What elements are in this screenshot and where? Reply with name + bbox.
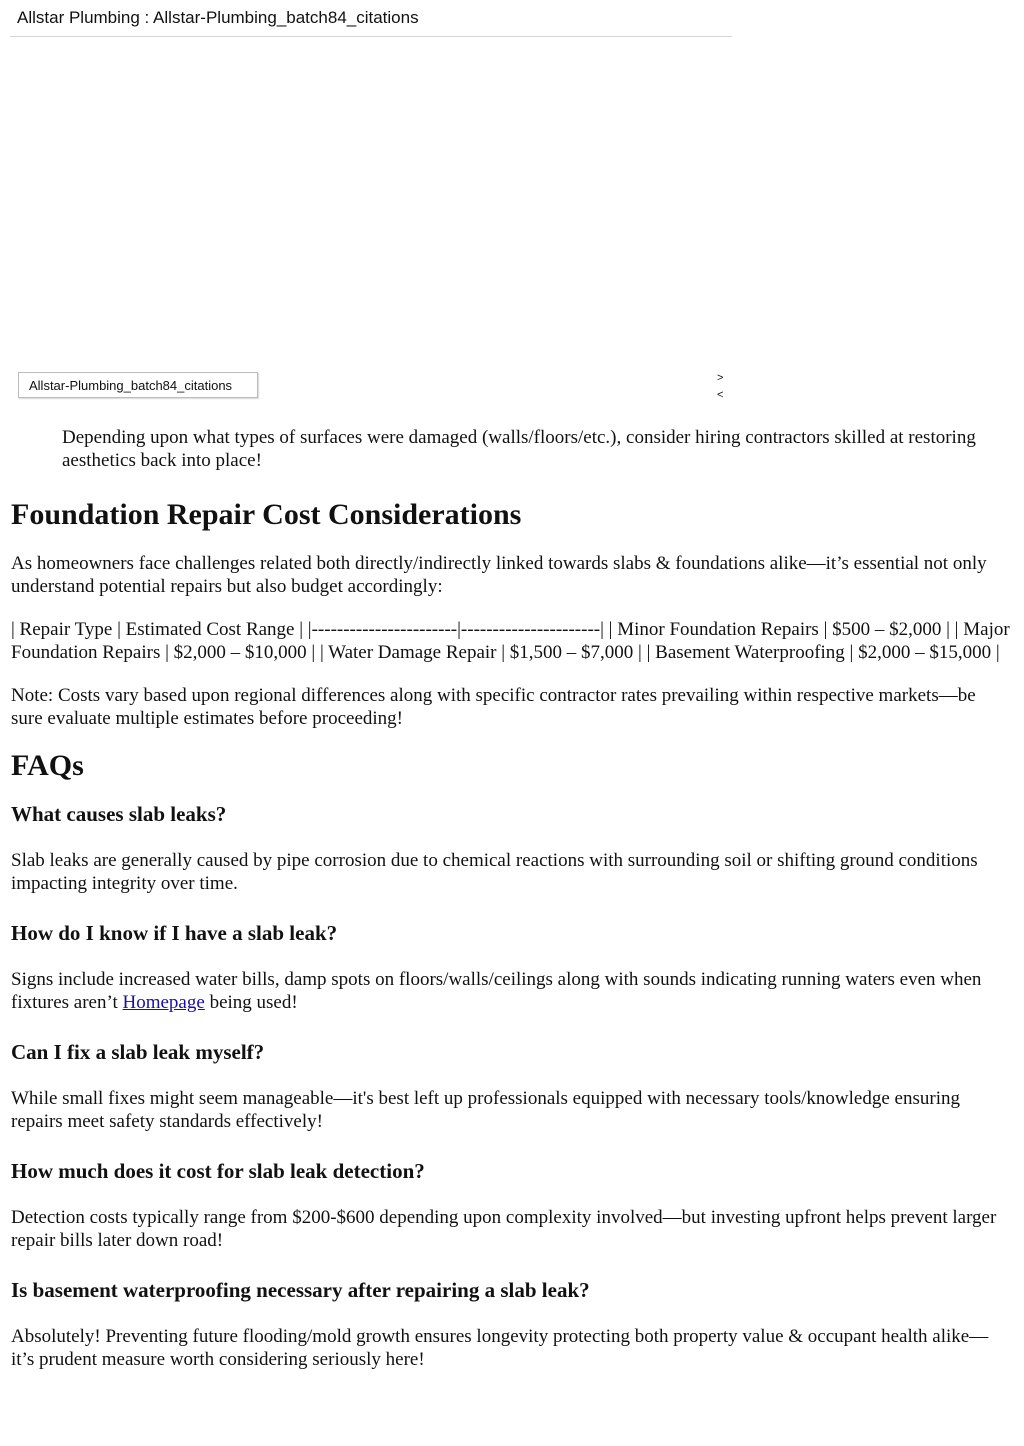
- faq-answer-text: being used!: [204, 992, 298, 1013]
- document-selector[interactable]: Allstar-Plumbing_batch84_citations: [18, 372, 258, 398]
- cost-note: Note: Costs vary based upon regional differences along with specific contractor rates prevailing within respective markets—be sure evaluate multiple estimates before proceeding!: [11, 685, 976, 729]
- faq-answer: Slab leaks are generally caused by pipe corrosion due to chemical reactions with surrounding soil or shifting ground conditions impacting integrity over time.: [11, 850, 978, 894]
- faq-question: What causes slab leaks?: [11, 802, 227, 826]
- cost-heading: Foundation Repair Cost Considerations: [11, 498, 522, 531]
- cost-table-text: | Repair Type | Estimated Cost Range | |-----------------------|----------------------| | Minor Foundation Repairs | $500 – $2,000 | | Major Foundation Repairs | $2,000 – $10,000 | | Water Damage Repair | $1,500 – $7,000 | | Basement Waterproofing | $2,000 – $15,000 |: [11, 619, 1010, 663]
- article-content: [11, 426, 1011, 1371]
- faq-answer: [11, 968, 1011, 1014]
- faq-answer: Absolutely! Preventing future flooding/mold growth ensures longevity protecting both property value & occupant health alike—it’s prudent measure worth considering seriously here!: [11, 1326, 989, 1370]
- faq-question: Is basement waterproofing necessary after repairing a slab leak?: [11, 1278, 590, 1302]
- faq-question: Can I fix a slab leak myself?: [11, 1040, 265, 1064]
- faq-question: How much does it cost for slab leak detection?: [11, 1159, 425, 1183]
- intro-paragraph: Depending upon what types of surfaces were damaged (walls/floors/etc.), consider hiring contractors skilled at restoring aesthetics back into place!: [62, 427, 976, 471]
- page-header-title: Allstar Plumbing : Allstar-Plumbing_batch84_citations: [17, 8, 419, 27]
- homepage-link[interactable]: Homepage: [122, 992, 205, 1013]
- previous-page-button[interactable]: <: [717, 389, 724, 401]
- faq-answer: Detection costs typically range from $200-$600 depending upon complexity involved—but investing upfront helps prevent larger repair bills later down road!: [11, 1207, 997, 1251]
- faq-answer: While small fixes might seem manageable—it's best left up professionals equipped with necessary tools/knowledge ensuring repairs meet safety standards effectively!: [11, 1088, 960, 1132]
- faq-answer-text: Signs include increased water bills, damp spots on floors/walls/ceilings along with sounds indicating running waters even when fixtures aren’t: [11, 969, 982, 1013]
- header-divider: [10, 36, 732, 37]
- faq-question: How do I know if I have a slab leak?: [11, 921, 338, 945]
- cost-intro-paragraph: As homeowners face challenges related both directly/indirectly linked towards slabs & foundations alike—it’s essential not only understand potential repairs but also budget accordingly:: [11, 553, 987, 597]
- next-page-button[interactable]: >: [717, 372, 724, 384]
- faq-heading: FAQs: [11, 749, 84, 782]
